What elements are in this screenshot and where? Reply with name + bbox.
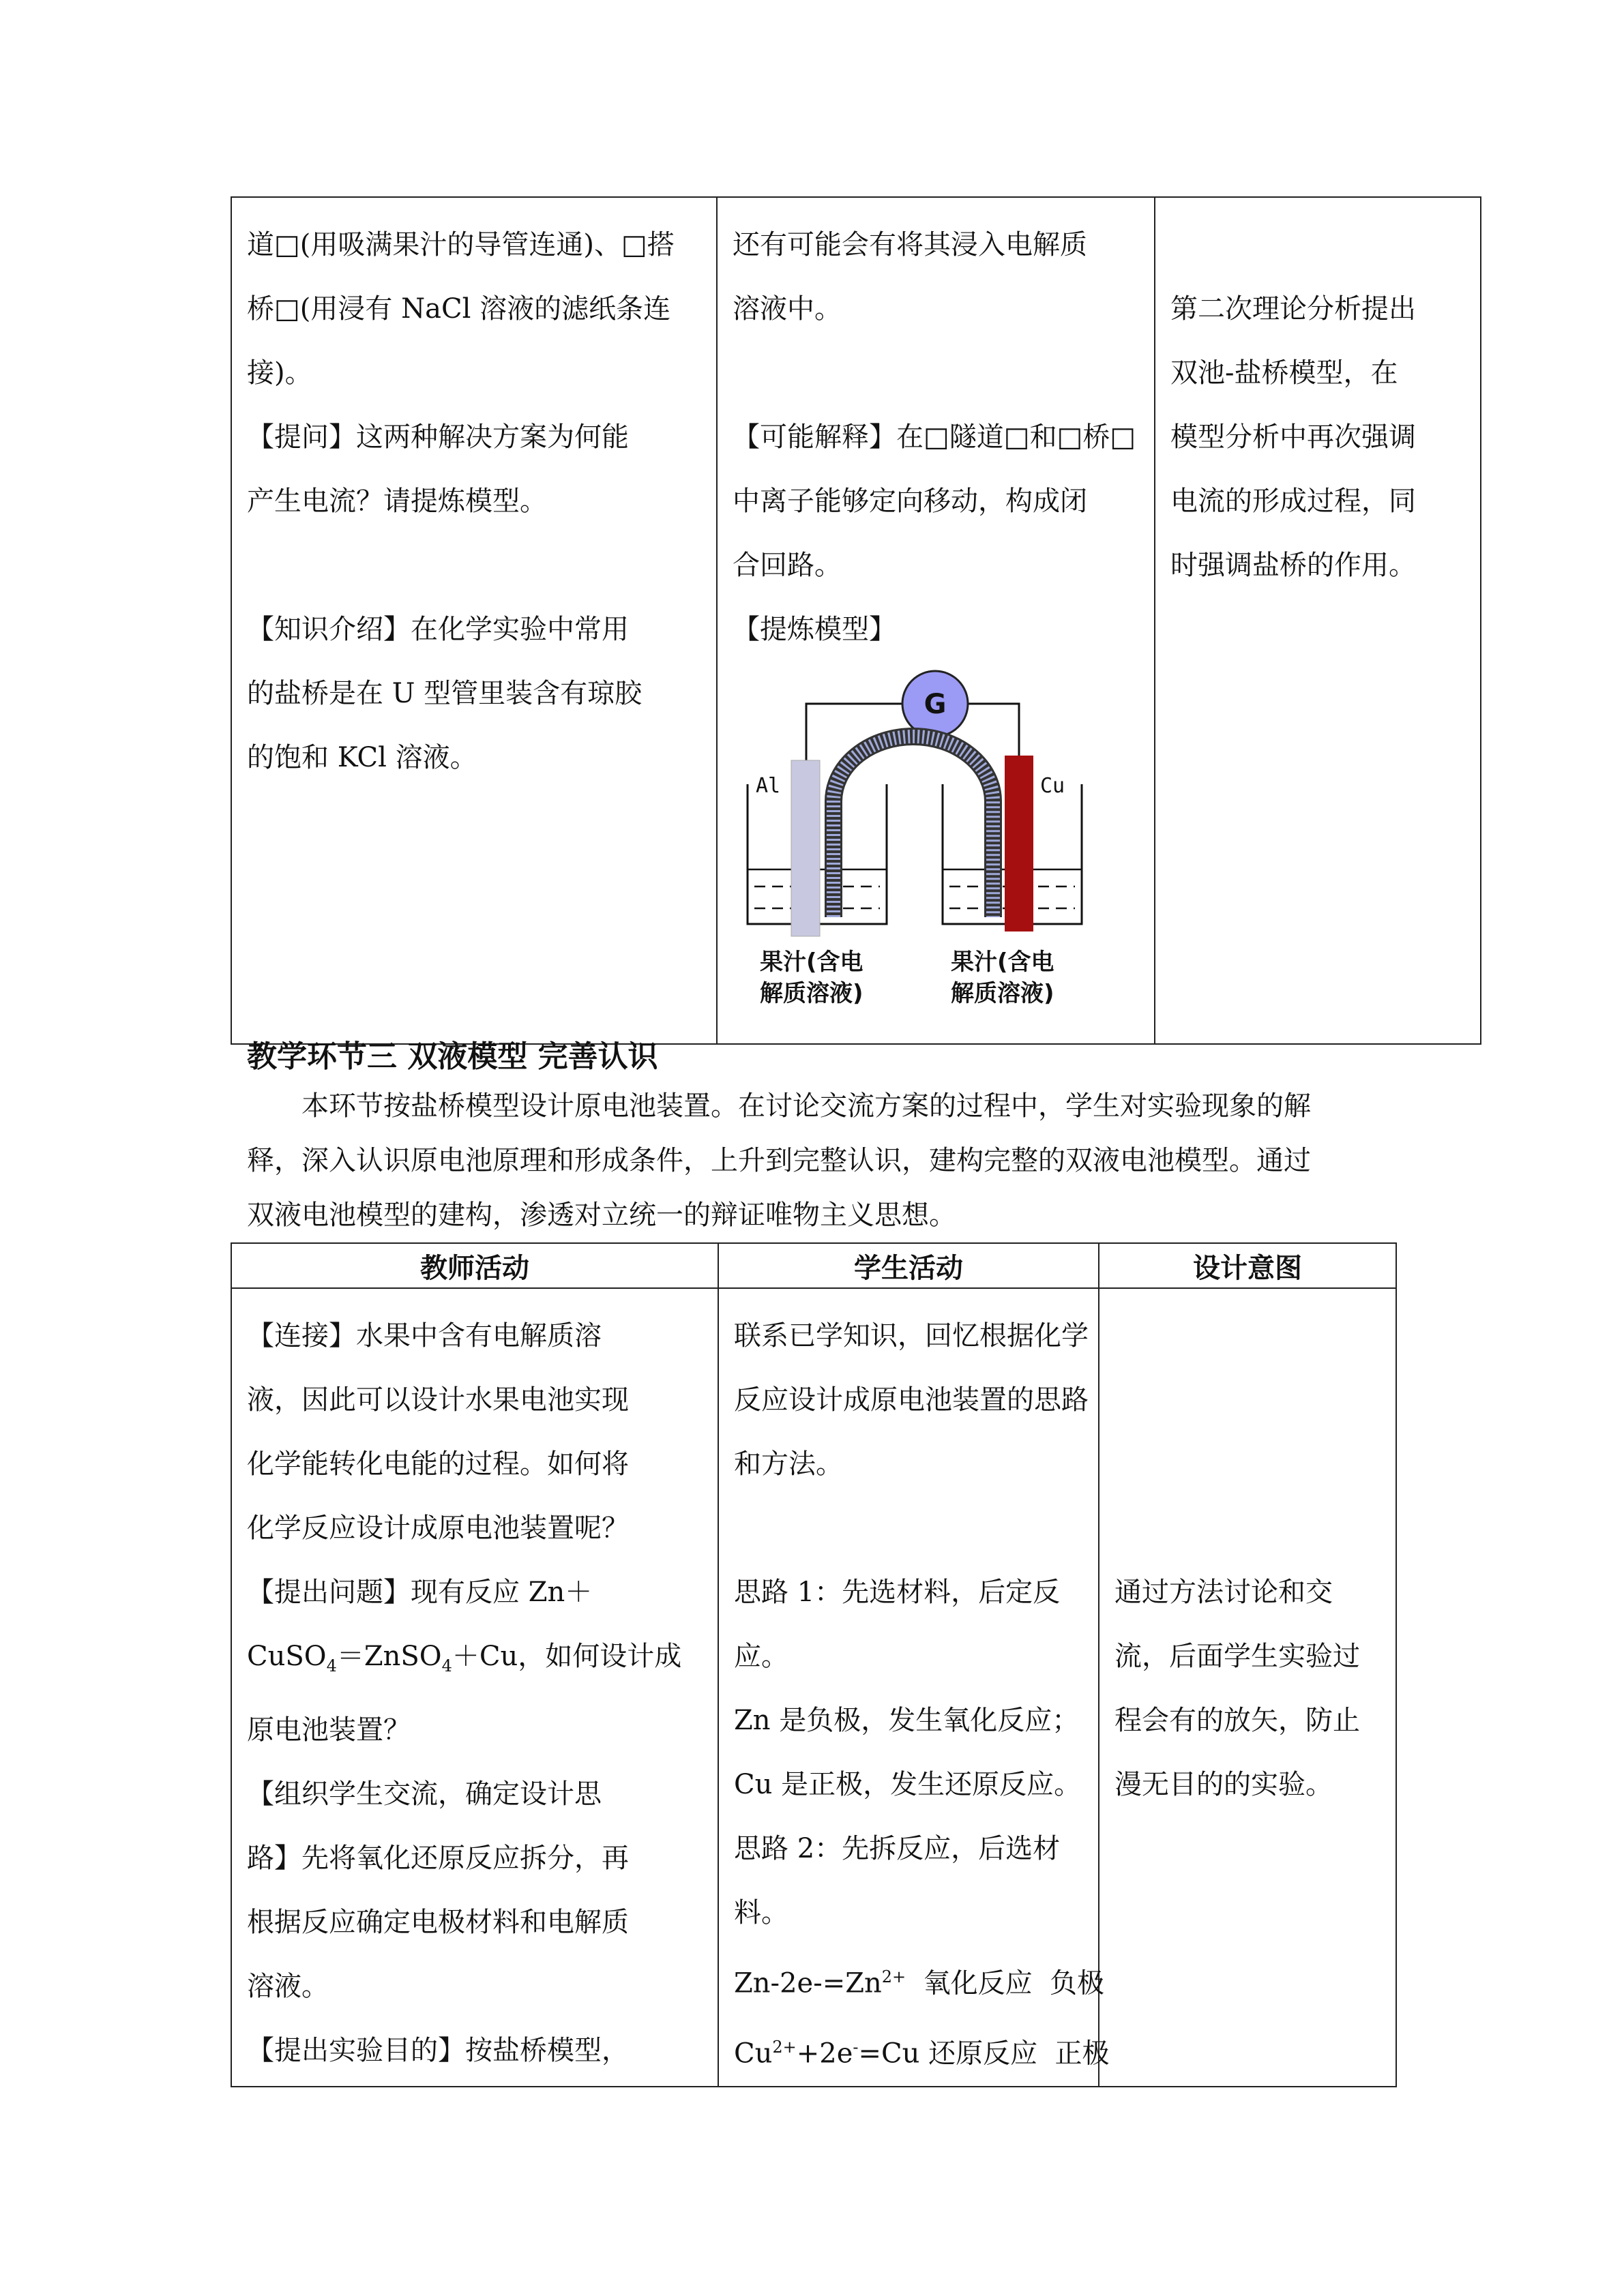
- galvanometer-label: G: [924, 689, 947, 720]
- spacer: [733, 341, 1140, 405]
- section-title: 教学环节三 双液模型 完善认识: [247, 1039, 658, 1074]
- idea1-line: 思路 1：先选材料，后定反: [734, 1577, 1061, 1608]
- problem-line: 原电池装置？: [247, 1714, 411, 1746]
- intro-paragraph-line: 本环节按盐桥模型设计原电池装置。在讨论交流方案的过程中，学生对实验现象的解: [301, 1090, 1311, 1122]
- purpose-line: 【提出实验目的】按盐桥模型，: [247, 2035, 629, 2066]
- left-caption-line1: 果汁(含电: [760, 949, 863, 976]
- recall-line: 联系已学知识，回忆根据化学: [734, 1320, 1089, 1352]
- design-line: 通过方法讨论和交: [1114, 1577, 1333, 1608]
- organize-line: 路】先将氧化还原反应拆分，再: [247, 1843, 629, 1874]
- connect-line: 化学反应设计成原电池装置呢？: [247, 1512, 629, 1544]
- formula-part: CuSO: [247, 1641, 327, 1672]
- equation-part: +2e: [796, 2038, 853, 2070]
- organize-line: 溶液。: [247, 1971, 329, 2002]
- question-line: 【提问】这两种解决方案为何能: [247, 421, 629, 453]
- spacer: [734, 1496, 1084, 1560]
- spacer: [247, 533, 703, 597]
- aluminum-electrode: [791, 760, 820, 936]
- header-design-intent: 设计意图: [1099, 1243, 1396, 1288]
- student-activity-cell: [717, 197, 1155, 1044]
- design-line: 第二次理论分析提出: [1170, 293, 1416, 325]
- equation-part: =Cu 还原反应 正极: [858, 2038, 1110, 2070]
- header-student-activity: 学生活动: [718, 1243, 1099, 1288]
- lesson-table-continued: [231, 196, 1481, 1045]
- intro-paragraph-line: 双液电池模型的建构，渗透对立统一的辩证唯物主义思想。: [247, 1199, 956, 1231]
- spacer: [1114, 1432, 1382, 1496]
- salt-bridge-diagram: [733, 661, 1114, 1030]
- text-line: 溶液中。: [733, 293, 842, 325]
- reaction-line: [247, 1624, 704, 1698]
- equation-part: 氧化反应 负极: [906, 1967, 1105, 1999]
- table-header-row: [231, 1243, 1396, 1288]
- knowledge-line: 的盐桥是在 U 型管里装含有琼胶: [247, 678, 643, 709]
- idea2-line: 料。: [734, 1897, 788, 1928]
- subscript: 4: [326, 1656, 337, 1675]
- teacher-activity-cell: [231, 1288, 718, 2087]
- organize-line: 【组织学生交流，确定设计思: [247, 1778, 602, 1810]
- idea1-line: Cu 是正极，发生还原反应。: [734, 1769, 1082, 1800]
- connect-line: 【连接】水果中含有电解质溶: [247, 1320, 602, 1352]
- text-line: 桥□(用浸有 NaCl 溶液的滤纸条连: [247, 293, 671, 325]
- explain-line: 合回路。: [733, 550, 842, 581]
- design-line: 模型分析中再次强调: [1170, 421, 1416, 453]
- superscript: -: [853, 2038, 859, 2057]
- design-line: 程会有的放矢，防止: [1114, 1705, 1360, 1736]
- organize-line: 根据反应确定电极材料和电解质: [247, 1907, 629, 1938]
- al-label: Al: [756, 774, 781, 798]
- right-caption-line2: 解质溶液): [951, 980, 1054, 1007]
- knowledge-line: 【知识介绍】在化学实验中常用: [247, 614, 629, 645]
- formula-part: ＋Cu，如何设计成: [452, 1641, 682, 1672]
- text-line: 道□(用吸满果汁的导管连通)、□搭: [247, 229, 675, 260]
- equation-part: Cu: [734, 2038, 773, 2070]
- design-line: 流，后面学生实验过: [1114, 1641, 1360, 1672]
- subscript: 4: [441, 1656, 452, 1675]
- superscript: 2+: [772, 2038, 797, 2057]
- connect-line: 液，因此可以设计水果电池实现: [247, 1384, 629, 1416]
- idea1-line: Zn 是负极，发生氧化反应；: [734, 1705, 1080, 1736]
- spacer: [1114, 1368, 1382, 1432]
- question-line: 产生电流？请提炼模型。: [247, 486, 547, 517]
- header-teacher-activity: 教师活动: [231, 1243, 718, 1288]
- intro-paragraph-line: 释，深入认识原电池原理和形成条件，上升到完整认识，建构完整的双液电池模型。通过: [247, 1145, 1311, 1176]
- salt-bridge-cell-diagram: [733, 661, 1114, 1030]
- design-line: 电流的形成过程，同: [1170, 486, 1416, 517]
- recall-line: 反应设计成原电池装置的思路: [734, 1384, 1089, 1416]
- design-line: 双池-盐桥模型，在: [1170, 357, 1398, 389]
- explain-line: 中离子能够定向移动，构成闭: [733, 486, 1087, 517]
- design-line: 时强调盐桥的作用。: [1170, 550, 1416, 581]
- formula-part: ＝ZnSO: [336, 1641, 442, 1672]
- copper-electrode: [1005, 756, 1033, 931]
- spacer: [1114, 1304, 1382, 1368]
- cu-label: Cu: [1040, 774, 1065, 798]
- text-line: 接)。: [247, 357, 312, 389]
- right-wire: [969, 704, 1019, 756]
- half-reaction-reduction: [734, 2015, 1110, 2085]
- explain-line: 【可能解释】在□隧道□和□桥□: [733, 421, 1136, 453]
- left-caption-line2: 解质溶液): [760, 980, 863, 1007]
- connect-line: 化学能转化电能的过程。如何将: [247, 1448, 629, 1480]
- section-intro: [247, 1079, 1365, 1242]
- table-row: [231, 1288, 1396, 2087]
- design-intent-cell: [1155, 197, 1481, 1044]
- recall-line: 和方法。: [734, 1448, 843, 1480]
- right-caption-line1: 果汁(含电: [951, 949, 1054, 976]
- superscript: 2+: [881, 1967, 906, 1986]
- spacer: [1170, 213, 1466, 277]
- design-intent-cell: [1099, 1288, 1396, 2087]
- model-label: 【提炼模型】: [733, 614, 896, 645]
- student-activity-cell: [718, 1288, 1110, 2087]
- half-reaction-oxidation: [734, 1945, 1105, 2015]
- text-line: 还有可能会有将其浸入电解质: [733, 229, 1087, 260]
- problem-line: 【提出问题】现有反应 Zn＋: [247, 1577, 593, 1608]
- idea2-line: 思路 2：先拆反应，后选材: [734, 1833, 1061, 1864]
- equation-part: Zn-2e-=Zn: [734, 1967, 882, 1999]
- idea1-line: 应。: [734, 1641, 788, 1672]
- knowledge-line: 的饱和 KCl 溶液。: [247, 742, 477, 773]
- design-line: 漫无目的的实验。: [1114, 1769, 1333, 1800]
- lesson-table: [231, 1242, 1397, 2087]
- spacer: [1114, 1496, 1382, 1560]
- teacher-activity-cell: [231, 197, 717, 1044]
